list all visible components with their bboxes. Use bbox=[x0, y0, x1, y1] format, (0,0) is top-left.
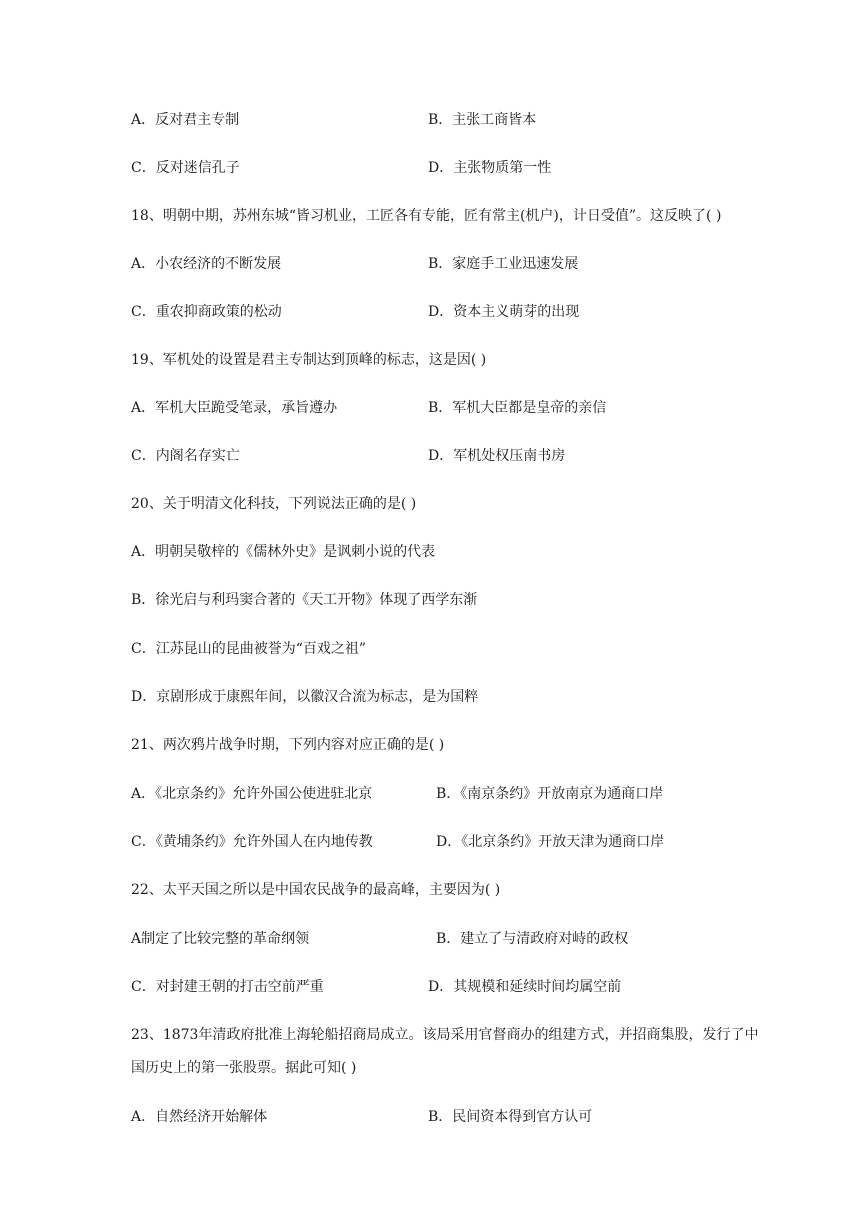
q20-option-a: A．明朝吴敬梓的《儒林外史》是讽刺小说的代表 bbox=[131, 544, 436, 560]
q20-option-b: B．徐光启与利玛窦合著的《天工开物》体现了西学东渐 bbox=[131, 592, 478, 608]
q17-option-a: A．反对君主专制 bbox=[131, 112, 240, 128]
q21-option-d: D．《北京条约》开放天津为通商口岸 bbox=[436, 834, 665, 850]
q23-option-b: B．民间资本得到官方认可 bbox=[428, 1109, 593, 1125]
q23-stem-line2: 国历史上的第一张股票。据此可知( ) bbox=[131, 1060, 357, 1076]
q23-option-a: A．自然经济开始解体 bbox=[131, 1109, 268, 1125]
q22-option-b: B．建立了与清政府对峙的政权 bbox=[436, 931, 629, 947]
q18-option-a: A．小农经济的不断发展 bbox=[131, 256, 282, 272]
q19-option-c: C．内阁名存实亡 bbox=[131, 448, 240, 464]
q20-option-d: D．京剧形成于康熙年间，以徽汉合流为标志，是为国粹 bbox=[131, 689, 479, 705]
q19-stem: 19、军机处的设置是君主专制达到顶峰的标志，这是因( ) bbox=[131, 352, 487, 368]
q21-option-b: B．《南京条约》开放南京为通商口岸 bbox=[436, 786, 664, 802]
q18-option-d: D．资本主义萌芽的出现 bbox=[428, 304, 580, 320]
q20-stem: 20、关于明清文化科技，下列说法正确的是( ) bbox=[131, 496, 417, 512]
q21-stem: 21、两次鸦片战争时期，下列内容对应正确的是( ) bbox=[131, 737, 445, 753]
q22-stem: 22、太平天国之所以是中国农民战争的最高峰，主要因为( ) bbox=[131, 882, 501, 898]
q17-option-c: C．反对迷信孔子 bbox=[131, 160, 240, 176]
q21-option-c: C．《黄埔条约》允许外国人在内地传教 bbox=[131, 834, 373, 850]
q17-option-d: D．主张物质第一性 bbox=[428, 160, 552, 176]
q22-option-c: C．对封建王朝的打击空前严重 bbox=[131, 979, 324, 995]
q18-option-c: C．重农抑商政策的松动 bbox=[131, 304, 282, 320]
q19-option-d: D．军机处权压南书房 bbox=[428, 448, 566, 464]
q23-stem-line1: 23、1873年清政府批准上海轮船招商局成立。该局采用官督商办的组建方式，并招商集股，发行了中 bbox=[131, 1027, 759, 1043]
q22-option-d: D．其规模和延续时间均属空前 bbox=[428, 979, 622, 995]
q18-stem: 18、明朝中期，苏州东城“皆习机业，工匠各有专能，匠有常主(机户)，计日受值”。这反映了( ) bbox=[131, 208, 722, 224]
q18-option-b: B．家庭手工业迅速发展 bbox=[428, 256, 579, 272]
q21-option-a: A．《北京条约》允许外国公使进驻北京 bbox=[131, 786, 373, 802]
q19-option-a: A．军机大臣跪受笔录，承旨遵办 bbox=[131, 400, 338, 416]
q19-option-b: B．军机大臣都是皇帝的亲信 bbox=[428, 400, 607, 416]
q20-option-c: C．江苏昆山的昆曲被誉为“百戏之祖” bbox=[131, 641, 367, 657]
q22-option-a: A制定了比较完整的革命纲领 bbox=[131, 931, 310, 947]
q17-option-b: B．主张工商皆本 bbox=[428, 112, 537, 128]
